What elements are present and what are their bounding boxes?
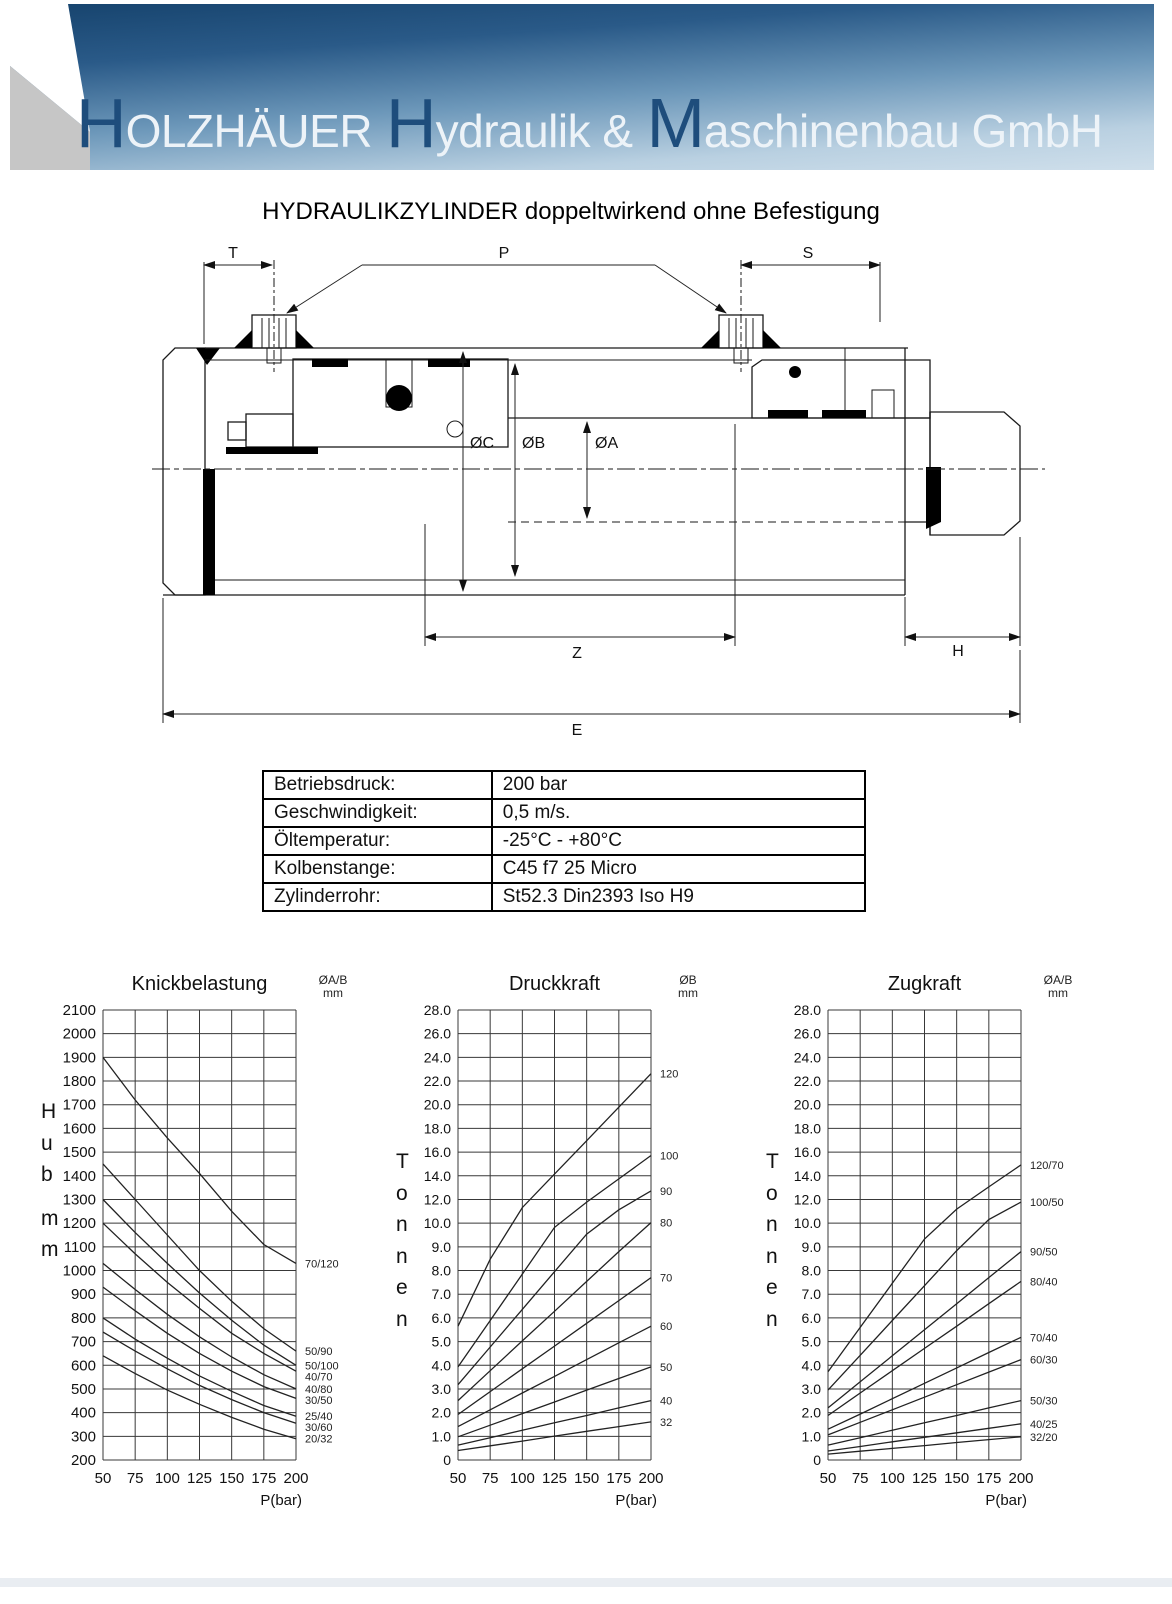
spec-label: Betriebsdruck: (263, 771, 492, 799)
y-tick-label: 10.0 (423, 1215, 451, 1232)
page-bottom-strip (0, 1578, 1172, 1587)
chart-ylabel (41, 1096, 59, 1278)
dimension-P (287, 245, 726, 313)
spec-row (263, 855, 865, 883)
y-tick-label: 5.0 (431, 1333, 451, 1350)
y-tick-label: 18.0 (423, 1120, 451, 1137)
chart-ylabel-line: T o n n e n (396, 1150, 409, 1331)
series-label: 50/90 (305, 1346, 333, 1359)
y-tick-label: 9.0 (431, 1238, 451, 1255)
y-tick-label: 26.0 (793, 1025, 821, 1042)
series-label: 90/50 (1030, 1246, 1058, 1259)
y-tick-label: 3.0 (801, 1380, 821, 1397)
page-title: HYDRAULIKZYLINDER doppeltwirkend ohne Befestigung (262, 198, 880, 225)
y-tick-label: 500 (70, 1380, 96, 1398)
y-tick-label: 4.0 (431, 1357, 451, 1374)
spec-value: St52.3 Din2393 Iso H9 (492, 883, 865, 911)
y-tick-label: 2000 (62, 1025, 96, 1043)
x-tick-label: 50 (94, 1470, 112, 1487)
dim-label-T: T (228, 245, 238, 262)
series-label: 100/50 (1030, 1197, 1064, 1210)
dim-label-OA: ØA (595, 435, 619, 452)
chart-unit-label: ØA/B (1043, 973, 1073, 987)
seal-band-left (203, 469, 215, 595)
rod-seal-band (926, 467, 941, 529)
y-tick-label: 12.0 (793, 1191, 821, 1208)
piston-assembly (226, 359, 508, 454)
spec-label: Zylinderrohr: (263, 883, 492, 911)
company-logo (76, 84, 1103, 162)
x-axis-label: P(bar) (615, 1492, 657, 1509)
y-tick-label: 1.0 (801, 1428, 821, 1445)
y-tick-label: 700 (70, 1333, 96, 1351)
piston-rod (508, 412, 1020, 535)
y-tick-label: 6.0 (431, 1309, 451, 1326)
y-tick-label: 7.0 (431, 1286, 451, 1303)
chart-block (760, 968, 1075, 1518)
x-tick-label: 75 (481, 1470, 499, 1487)
specs-section (262, 770, 866, 912)
chart-knickbelastung (35, 968, 350, 1513)
series-label: 30/60 (305, 1422, 333, 1435)
o-ring (447, 421, 463, 437)
chart-unit-label: ØA/B (318, 973, 348, 987)
y-tick-label: 600 (70, 1357, 96, 1375)
chart-title: Zugkraft (887, 973, 962, 995)
dimension-H (905, 537, 1020, 660)
x-tick-label: 175 (976, 1470, 1002, 1487)
y-tick-label: 14.0 (793, 1167, 821, 1184)
y-tick-label: 1300 (62, 1191, 96, 1209)
chart-ylabel (396, 1146, 409, 1347)
logo-word-2: ydraulik & (435, 105, 633, 157)
x-tick-label: 150 (574, 1470, 600, 1487)
y-tick-label: 12.0 (423, 1191, 451, 1208)
x-tick-label: 200 (1008, 1470, 1034, 1487)
spec-row (263, 827, 865, 855)
series-label: 120/70 (1030, 1159, 1064, 1172)
y-tick-label: 20.0 (423, 1096, 451, 1113)
y-tick-label: 5.0 (801, 1333, 821, 1350)
y-tick-label: 2.0 (801, 1404, 821, 1421)
series-label: 32 (660, 1416, 673, 1429)
y-tick-label: 0 (443, 1452, 451, 1468)
x-tick-label: 75 (851, 1470, 869, 1487)
dim-label-S: S (802, 245, 814, 262)
spec-row (263, 771, 865, 799)
cylinder-body (163, 348, 908, 595)
y-tick-label: 22.0 (793, 1073, 821, 1090)
series-label: 40/70 (305, 1371, 333, 1384)
y-tick-label: 2.0 (431, 1404, 451, 1421)
y-tick-label: 16.0 (793, 1144, 821, 1161)
dimension-Z (425, 424, 735, 662)
y-tick-label: 26.0 (423, 1025, 451, 1042)
series-label: 40 (660, 1395, 673, 1408)
dim-label-P: P (498, 245, 510, 262)
datasheet-page (0, 4, 1172, 1604)
logo-banner (10, 4, 1154, 170)
chart-ylabel-line: T o n n e n (766, 1150, 779, 1331)
series-label: 50/30 (1030, 1395, 1058, 1408)
y-tick-label: 400 (70, 1404, 96, 1422)
spec-value: C45 f7 25 Micro (492, 855, 865, 883)
x-axis-label: P(bar) (985, 1492, 1027, 1509)
logo-word-3: aschinenbau GmbH (703, 105, 1103, 157)
spec-label: Geschwindigkeit: (263, 799, 492, 827)
series-label: 80/40 (1030, 1276, 1058, 1289)
y-tick-label: 1200 (62, 1215, 96, 1233)
y-tick-label: 28.0 (423, 1002, 451, 1018)
spec-value: -25°C - +80°C (492, 827, 865, 855)
y-tick-label: 4.0 (801, 1357, 821, 1374)
y-tick-label: 2100 (62, 1002, 96, 1019)
y-tick-label: 14.0 (423, 1167, 451, 1184)
y-tick-label: 1500 (62, 1144, 96, 1162)
series-label: 60 (660, 1321, 673, 1334)
y-tick-label: 1900 (62, 1049, 96, 1067)
chart-unit-label: mm (1048, 986, 1068, 1000)
x-tick-label: 175 (251, 1470, 277, 1487)
chart-ylabel-line: H u b (41, 1100, 57, 1186)
dim-label-OB: ØB (522, 435, 546, 452)
x-tick-label: 150 (944, 1470, 970, 1487)
chart-unit-label: mm (323, 986, 343, 1000)
dim-label-E: E (571, 722, 583, 739)
dim-label-H: H (952, 643, 964, 660)
series-label: 25/40 (305, 1411, 333, 1424)
series-label: 30/50 (305, 1394, 333, 1407)
x-tick-label: 125 (186, 1470, 213, 1487)
series-label: 70/120 (305, 1258, 339, 1271)
x-tick-label: 200 (283, 1470, 309, 1487)
piston-seal-ball (386, 385, 412, 411)
y-tick-label: 20.0 (793, 1096, 821, 1113)
y-tick-label: 1100 (63, 1238, 96, 1256)
y-tick-label: 8.0 (801, 1262, 821, 1279)
y-tick-label: 22.0 (423, 1073, 451, 1090)
dim-label-Z: Z (572, 645, 582, 662)
y-tick-label: 300 (70, 1428, 96, 1446)
x-tick-label: 50 (819, 1470, 837, 1487)
dim-label-OC: ØC (470, 435, 494, 452)
spec-label: Kolbenstange: (263, 855, 492, 883)
series-label: 70 (660, 1272, 673, 1285)
y-tick-label: 24.0 (423, 1049, 451, 1066)
y-tick-label: 28.0 (793, 1002, 821, 1018)
spec-row (263, 883, 865, 911)
dimension-E (163, 598, 1020, 739)
specs-table (262, 770, 866, 912)
x-axis-label: P(bar) (260, 1492, 302, 1509)
series-label: 70/40 (1030, 1332, 1058, 1345)
y-tick-label: 200 (70, 1452, 96, 1469)
logo-word-1: OLZHÄUER (125, 105, 373, 157)
technical-drawing (0, 232, 1172, 754)
series-label: 60/30 (1030, 1354, 1058, 1367)
chart-block (390, 968, 705, 1518)
x-tick-label: 75 (126, 1470, 144, 1487)
series-label: 40/80 (305, 1383, 333, 1396)
series-label: 100 (660, 1150, 679, 1163)
chart-unit-label: mm (678, 986, 698, 1000)
spec-value: 0,5 m/s. (492, 799, 865, 827)
y-tick-label: 18.0 (793, 1120, 821, 1137)
weld-mark (196, 348, 220, 365)
logo-initial-2: H (386, 84, 436, 162)
series-label: 20/32 (305, 1433, 333, 1446)
chart-title: Druckkraft (508, 973, 601, 995)
y-tick-label: 24.0 (793, 1049, 821, 1066)
chart-ylabel-line: m m (41, 1206, 59, 1261)
y-tick-label: 3.0 (431, 1380, 451, 1397)
gland-head (752, 348, 930, 418)
port-right (701, 260, 781, 372)
x-tick-label: 100 (509, 1470, 535, 1487)
chart-zugkraft (760, 968, 1075, 1513)
x-tick-label: 50 (449, 1470, 467, 1487)
series-label: 50/100 (305, 1360, 339, 1373)
y-tick-label: 800 (70, 1309, 96, 1327)
y-tick-label: 1400 (62, 1167, 96, 1185)
y-tick-label: 0 (813, 1452, 821, 1468)
dimension-diameters (463, 352, 618, 591)
x-tick-label: 200 (638, 1470, 664, 1487)
y-tick-label: 1000 (62, 1262, 96, 1280)
logo-initial-1: H (76, 84, 126, 162)
y-tick-label: 10.0 (793, 1215, 821, 1232)
series-label: 120 (660, 1068, 679, 1081)
y-tick-label: 7.0 (801, 1286, 821, 1303)
series-label: 32/20 (1030, 1431, 1058, 1444)
series-label: 90 (660, 1185, 673, 1198)
port-left (234, 260, 314, 372)
y-tick-label: 9.0 (801, 1238, 821, 1255)
chart-ylabel (766, 1146, 779, 1347)
series-label: 50 (660, 1361, 673, 1374)
y-tick-label: 1800 (62, 1073, 96, 1091)
x-tick-label: 100 (879, 1470, 905, 1487)
y-tick-label: 6.0 (801, 1309, 821, 1326)
x-tick-label: 100 (154, 1470, 180, 1487)
x-tick-label: 125 (541, 1470, 568, 1487)
y-tick-label: 8.0 (431, 1262, 451, 1279)
x-tick-label: 150 (219, 1470, 245, 1487)
spec-row (263, 799, 865, 827)
chart-block (35, 968, 350, 1518)
series-label: 40/25 (1030, 1418, 1058, 1431)
charts-row (0, 968, 1172, 1518)
chart-title: Knickbelastung (131, 973, 268, 995)
spec-label: Öltemperatur: (263, 827, 492, 855)
chart-druckkraft (390, 968, 705, 1513)
series-label: 80 (660, 1217, 673, 1230)
y-tick-label: 900 (70, 1286, 96, 1304)
x-tick-label: 125 (911, 1470, 938, 1487)
y-tick-label: 1.0 (431, 1428, 451, 1445)
dimension-S (741, 245, 880, 322)
x-tick-label: 175 (606, 1470, 632, 1487)
y-tick-label: 16.0 (423, 1144, 451, 1161)
y-tick-label: 1600 (62, 1120, 96, 1138)
chart-unit-label: ØB (679, 973, 697, 987)
spec-value: 200 bar (492, 771, 865, 799)
y-tick-label: 1700 (62, 1096, 96, 1114)
logo-initial-3: M (646, 84, 704, 162)
